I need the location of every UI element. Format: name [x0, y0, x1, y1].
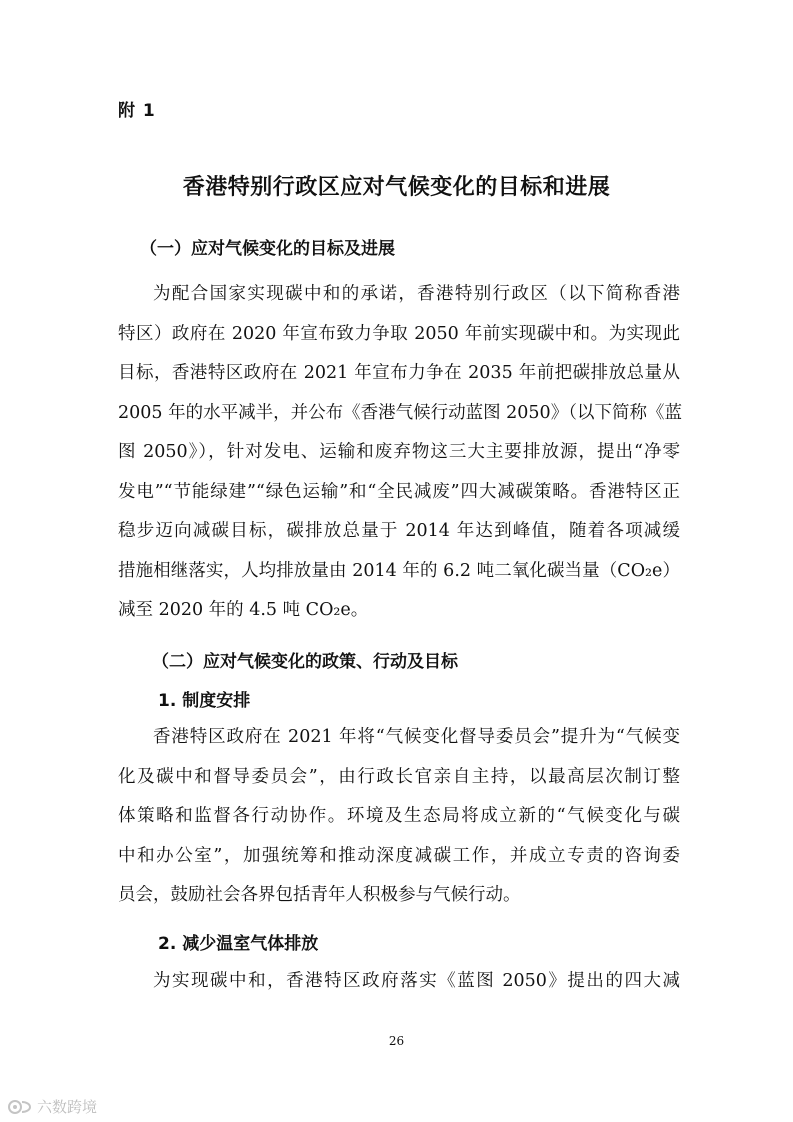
page-number: 26 — [388, 1034, 405, 1048]
paragraph-line: 为实现碳中和，香港特区政府落实《蓝图 2050》提出的四大减 — [153, 971, 680, 991]
paragraph-line: 图 2050》），针对发电、运输和废弃物这三大主要排放源，提出“净零 — [118, 442, 680, 462]
watermark-logo-icon — [8, 1098, 34, 1116]
paragraph-line: 化及碳中和督导委员会”，由行政长官亲自主持，以最高层次制订整 — [118, 766, 680, 787]
watermark — [8, 1096, 97, 1117]
section-1-heading: （一）应对气候变化的目标及进展 — [140, 239, 395, 259]
paragraph-line: 中和办公室”，加强统筹和推动深度减碳工作，并成立专责的咨询委 — [118, 845, 680, 866]
paragraph-line: 为配合国家实现碳中和的承诺，香港特别行政区（以下简称香港 — [153, 284, 680, 304]
subsection-1-paragraph — [118, 718, 680, 916]
paragraph-line: 体策略和监督各行动协作。环境及生态局将成立新的“气候变化与碳 — [118, 806, 680, 826]
subsection-1-heading: 1. 制度安排 — [158, 691, 251, 711]
document-title: 香港特别行政区应对气候变化的目标和进展 — [182, 175, 611, 200]
subsection-2-paragraph — [118, 962, 680, 1002]
paragraph-line: 香港特区政府在 2021 年将“气候变化督导委员会”提升为“气候变 — [153, 727, 680, 747]
watermark-text: 六数跨境 — [37, 1098, 98, 1116]
paragraph-line: 目标，香港特区政府在 2021 年宣布力争在 2035 年前把碳排放总量从 — [118, 363, 680, 383]
paragraph-line: 员会，鼓励社会各界包括青年人积极参与气候行动。 — [118, 885, 521, 905]
paragraph-line: 减至 2020 年的 4.5 吨 CO₂e。 — [118, 600, 369, 620]
paragraph-line: 发电”“节能绿建”“绿色运输”和“全民减废”四大减碳策略。香港特区正 — [118, 481, 680, 502]
section-1-paragraph — [118, 275, 680, 631]
paragraph-line: 特区）政府在 2020 年宣布致力争取 2050 年前实现碳中和。为实现此 — [118, 323, 680, 344]
section-2-heading: （二）应对气候变化的政策、行动及目标 — [152, 652, 458, 672]
annex-label: 附 1 — [118, 101, 156, 121]
paragraph-line: 措施相继落实，人均排放量由 2014 年的 6.2 吨二氧化碳当量（CO₂e） — [118, 560, 680, 581]
subsection-2-heading: 2. 减少温室气体排放 — [158, 934, 319, 954]
paragraph-line: 2005 年的水平减半，并公布《香港气候行动蓝图 2050》（以下简称《蓝 — [118, 402, 682, 423]
paragraph-line: 稳步迈向减碳目标，碳排放总量于 2014 年达到峰值，随着各项减缓 — [118, 521, 680, 541]
